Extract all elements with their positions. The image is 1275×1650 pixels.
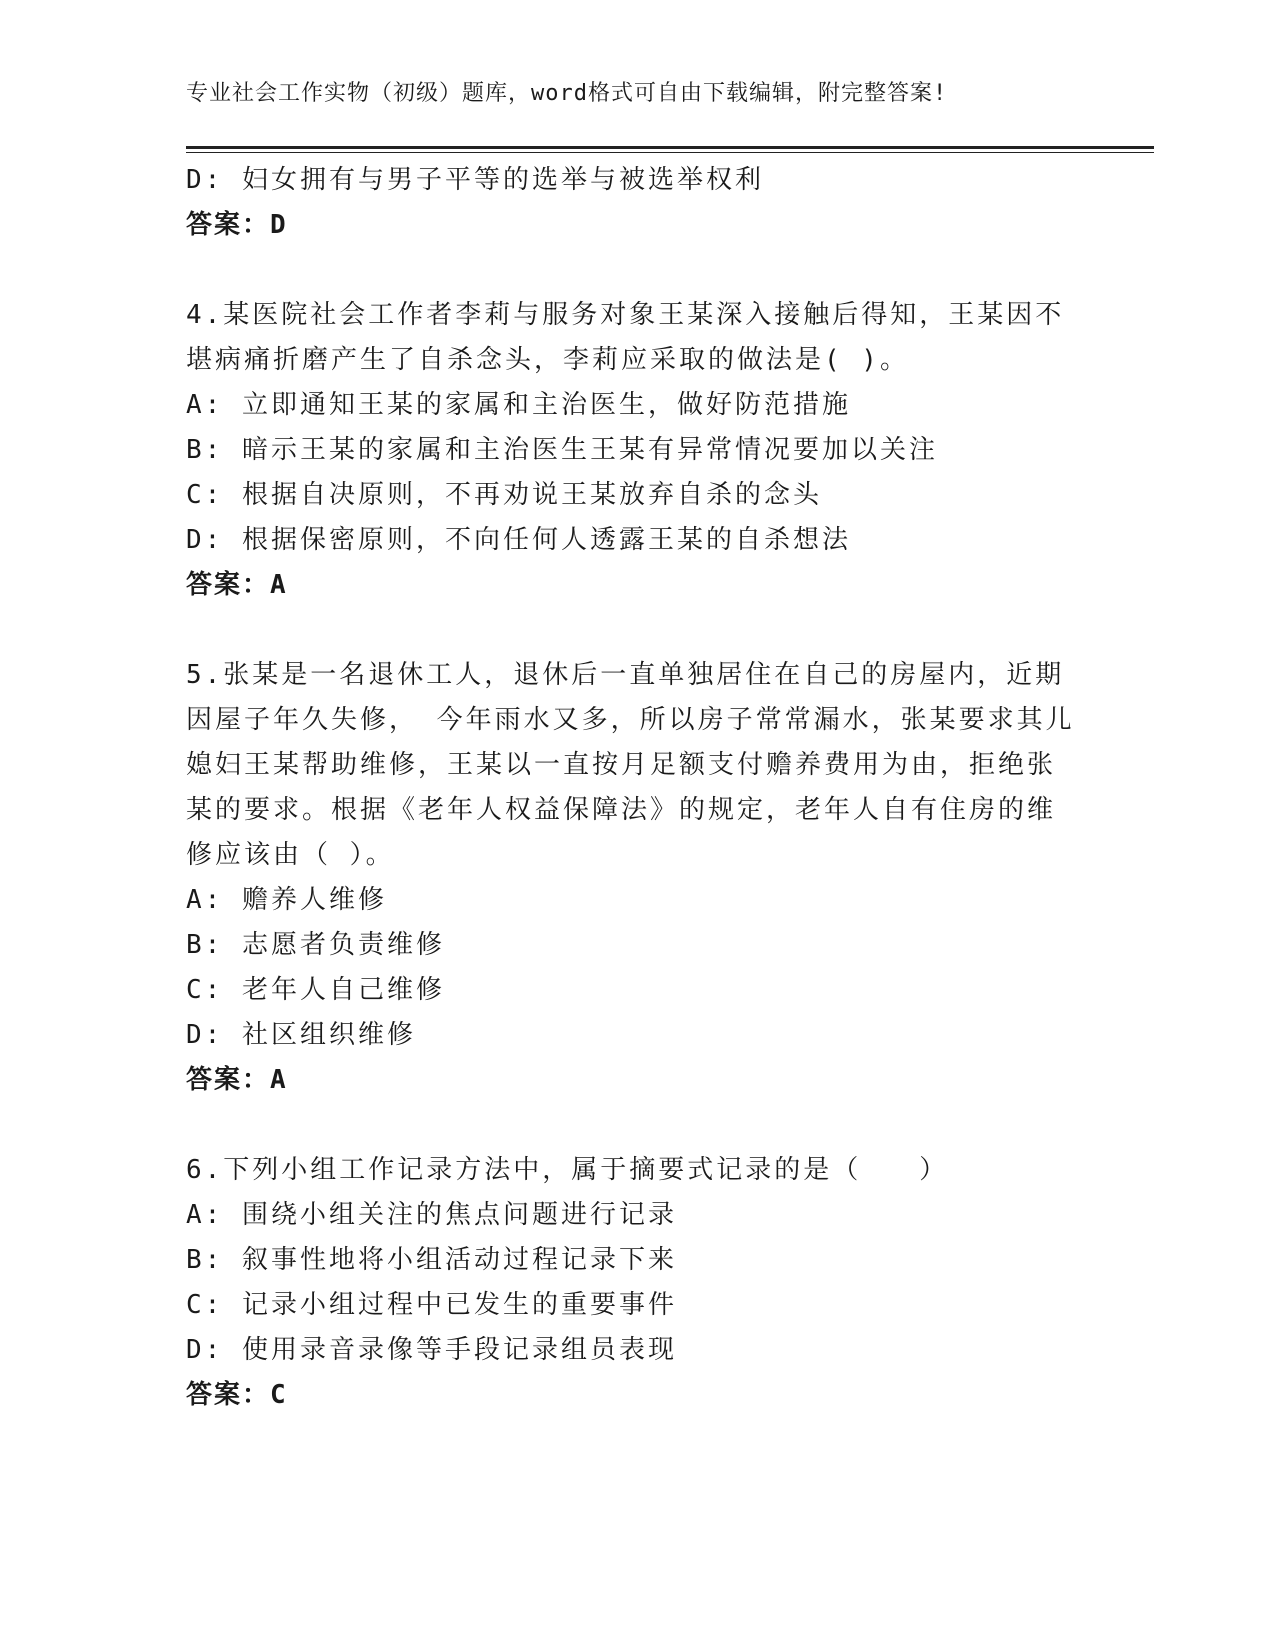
option-c: C: 记录小组过程中已发生的重要事件 — [186, 1290, 677, 1320]
option-b: B: 暗示王某的家属和主治医生王某有异常情况要加以关注 — [186, 435, 938, 465]
spacer — [186, 248, 1086, 293]
question-text-line: 因屋子年久失修， 今年雨水又多，所以房子常常漏水，张某要求其儿 — [186, 705, 1075, 735]
option-b: B: 叙事性地将小组活动过程记录下来 — [186, 1245, 677, 1275]
question-text-line: 4.某医院社会工作者李莉与服务对象王某深入接触后得知，王某因不 — [186, 300, 1065, 330]
question-text-line: 5.张某是一名退休工人，退休后一直单独居住在自己的房屋内，近期 — [186, 660, 1065, 690]
option-d: D: 社区组织维修 — [186, 1020, 416, 1050]
question-4 — [186, 293, 1086, 608]
question-3-tail — [186, 158, 1086, 248]
question-5 — [186, 653, 1086, 1103]
option-c: C: 根据自决原则，不再劝说王某放弃自杀的念头 — [186, 480, 822, 510]
answer: 答案：A — [186, 1065, 288, 1095]
question-6 — [186, 1148, 1086, 1418]
option-d: D: 使用录音录像等手段记录组员表现 — [186, 1335, 677, 1365]
answer: 答案：D — [186, 210, 288, 240]
answer: 答案：C — [186, 1380, 288, 1410]
header-rule-thick — [186, 146, 1154, 149]
header-rule-thin — [186, 152, 1154, 153]
option-d: D: 根据保密原则，不向任何人透露王某的自杀想法 — [186, 525, 851, 555]
option-a: A: 赡养人维修 — [186, 885, 387, 915]
option-c: C: 老年人自己维修 — [186, 975, 445, 1005]
question-text-line: 6.下列小组工作记录方法中，属于摘要式记录的是（ ） — [186, 1155, 949, 1185]
question-text-line: 修应该由（ ）。 — [186, 840, 395, 870]
page-header: 专业社会工作实物（初级）题库，word格式可自由下载编辑，附完整答案! — [186, 81, 948, 106]
option-a: A: 立即通知王某的家属和主治医生，做好防范措施 — [186, 390, 851, 420]
answer: 答案：A — [186, 570, 288, 600]
question-text-line: 媳妇王某帮助维修，王某以一直按月足额支付赡养费用为由，拒绝张 — [186, 750, 1057, 780]
option-d: D: 妇女拥有与男子平等的选举与被选举权利 — [186, 165, 764, 195]
question-text-line: 某的要求。根据《老年人权益保障法》的规定，老年人自有住房的维 — [186, 795, 1057, 825]
option-b: B: 志愿者负责维修 — [186, 930, 445, 960]
option-a: A: 围绕小组关注的焦点问题进行记录 — [186, 1200, 677, 1230]
spacer — [186, 1103, 1086, 1148]
question-text-line: 堪病痛折磨产生了自杀念头，李莉应采取的做法是( )。 — [186, 345, 909, 375]
spacer — [186, 608, 1086, 653]
document-body — [186, 158, 1086, 1418]
